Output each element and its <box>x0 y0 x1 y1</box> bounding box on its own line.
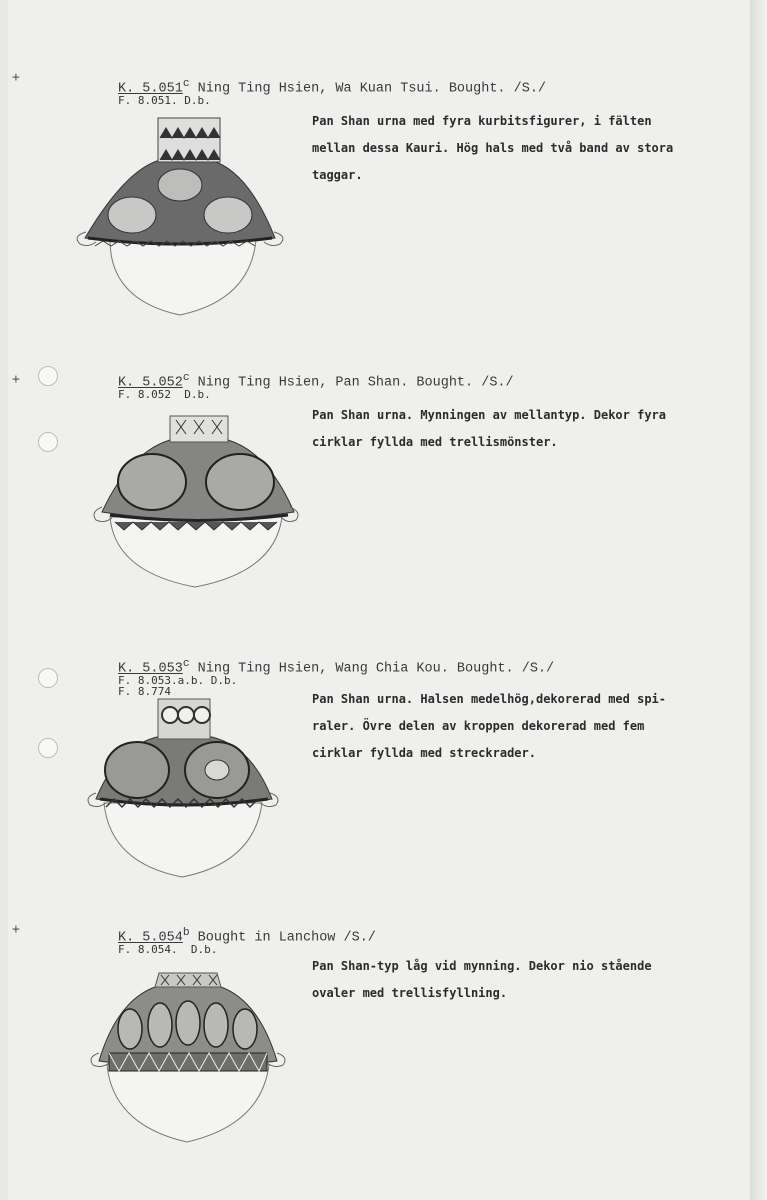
provenance: Ning Ting Hsien, Pan Shan. Bought. /S./ <box>189 375 514 391</box>
catalog-suffix: b <box>182 927 190 939</box>
description-line: raler. Övre delen av kroppen dekorerad med fem <box>312 719 645 733</box>
description <box>312 686 737 767</box>
description-line: mellan dessa Kauri. Hög hals med två band av stora <box>312 141 674 155</box>
binder-hole <box>38 432 58 452</box>
urn-drawing <box>85 965 290 1147</box>
paper-edge <box>750 0 767 1200</box>
catalog-suffix: c <box>182 658 190 670</box>
description-line: taggar. <box>312 168 363 182</box>
catalog-number: K. 5.051 <box>118 81 183 97</box>
urn-drawing <box>90 412 305 592</box>
description <box>312 402 737 456</box>
field-number: F. 8.051. D.b. <box>118 94 211 107</box>
binder-hole <box>38 668 58 688</box>
description-line: Pan Shan urna. Mynningen av mellantyp. Dekor fyra <box>312 408 667 422</box>
provenance: Ning Ting Hsien, Wa Kuan Tsui. Bought. /S./ <box>189 81 547 97</box>
catalog-number: K. 5.052 <box>118 375 183 391</box>
field-number: F. 8.052 D.b. <box>118 388 211 401</box>
margin-mark: + <box>12 372 20 387</box>
urn-drawing <box>82 695 282 885</box>
description <box>312 108 737 189</box>
description-line: cirklar fyllda med trellismönster. <box>312 435 558 449</box>
description-line: Pan Shan urna. Halsen medelhög,dekorerad med spi- <box>312 692 667 706</box>
description-line: ovaler med trellisfyllning. <box>312 986 508 1000</box>
description-line: cirklar fyllda med streckrader. <box>312 746 536 760</box>
catalog-suffix: c <box>182 372 190 384</box>
description-line: Pan Shan-typ låg vid mynning. Dekor nio stående <box>312 959 652 973</box>
margin-mark: + <box>12 70 20 85</box>
catalog-number: K. 5.053 <box>118 661 183 677</box>
catalog-number: K. 5.054 <box>118 930 183 946</box>
provenance: Ning Ting Hsien, Wang Chia Kou. Bought. /S./ <box>189 661 555 677</box>
urn-drawing <box>70 110 290 325</box>
binder-hole <box>38 366 58 386</box>
field-number: F. 8.054. D.b. <box>118 943 218 956</box>
binder-hole <box>38 738 58 758</box>
margin-mark: + <box>12 922 20 937</box>
description <box>312 953 737 1007</box>
provenance: Bought in Lanchow /S./ <box>189 930 376 946</box>
catalog-suffix: c <box>182 78 190 90</box>
description-line: Pan Shan urna med fyra kurbitsfigurer, i fälten <box>312 114 652 128</box>
field-number: F. 8.053.a.b. D.b. F. 8.774 <box>118 674 238 698</box>
